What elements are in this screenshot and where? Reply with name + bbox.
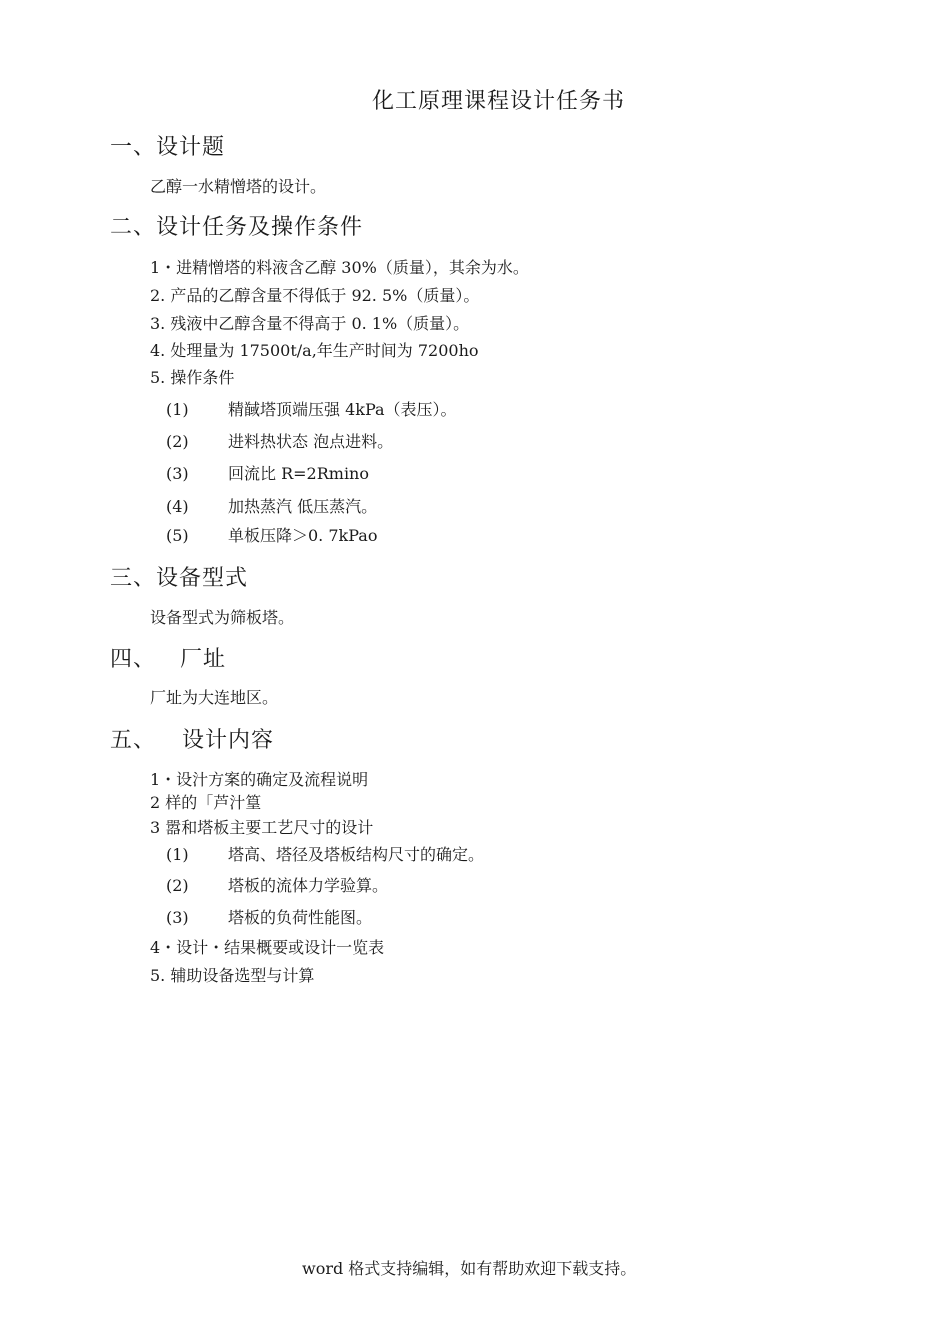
section-4-body: 厂址为大连地区。	[150, 688, 279, 707]
list-item: 4・设计・结果概要或设计一览表	[150, 938, 385, 957]
document-title: 化工原理课程设计任务书	[372, 89, 626, 114]
list-item: 3 嚣和塔板主要工艺尺寸的设计	[150, 818, 374, 837]
condition-number: (4)	[166, 497, 189, 516]
section-2-heading: 二、设计任务及操作条件	[110, 215, 364, 240]
subitem-number: (2)	[166, 876, 189, 895]
condition-text: 进料热状态 泡点进料。	[228, 432, 394, 451]
section-5-heading-number: 五、	[110, 728, 157, 753]
section-1-body: 乙醇一水精憎塔的设计。	[150, 177, 327, 196]
page-footer: word 格式支持编辑，如有帮助欢迎下载支持。	[302, 1259, 637, 1278]
section-5-heading-text: 设计内容	[182, 728, 275, 753]
list-item: 1・设汁方案的确定及流程说明	[150, 770, 369, 789]
condition-row	[166, 523, 377, 546]
condition-row	[166, 397, 457, 420]
subitem-text: 塔高、塔径及塔板结构尺寸的确定。	[228, 845, 485, 864]
list-item: 2. 产品的乙醇含量不得低于 92. 5%（质量）。	[150, 286, 480, 305]
subitem-text: 塔板的负荷性能图。	[228, 908, 373, 927]
list-item: 1・进精憎塔的料液含乙醇 30%（质量），其余为水。	[150, 258, 529, 277]
condition-number: (5)	[166, 526, 189, 545]
list-item: 5. 辅助设备选型与计算	[150, 966, 315, 985]
list-item: 5. 操作条件	[150, 368, 235, 387]
condition-text: 精馘塔顶端压强 4kPa（表压）。	[228, 400, 457, 419]
condition-number: (3)	[166, 464, 189, 483]
section-4-heading-text: 厂址	[180, 647, 227, 672]
subitem-row	[166, 842, 484, 865]
condition-row	[166, 494, 377, 517]
section-1-heading: 一、设计题	[110, 135, 226, 160]
section-3-heading: 三、设备型式	[110, 566, 249, 591]
subitem-number: (3)	[166, 908, 189, 927]
subitem-number: (1)	[166, 845, 189, 864]
section-3-body: 设备型式为筛板塔。	[150, 608, 295, 627]
condition-number: (1)	[166, 400, 189, 419]
condition-row	[166, 429, 393, 452]
list-item: 4. 处理量为 17500t/a,年生产时间为 7200ho	[150, 341, 479, 360]
condition-row	[166, 461, 369, 484]
list-item: 2 样的「芦汁篁	[150, 793, 262, 812]
condition-text: 回流比 R=2Rmino	[228, 464, 369, 483]
condition-text: 加热蒸汽 低压蒸汽。	[228, 497, 378, 516]
subitem-row	[166, 905, 372, 928]
condition-text: 单板压降＞0. 7kPao	[228, 526, 378, 545]
list-item: 3. 残液中乙醇含量不得高于 0. 1%（质量）。	[150, 314, 470, 333]
subitem-row	[166, 873, 388, 896]
subitem-text: 塔板的流体力学验算。	[228, 876, 389, 895]
condition-number: (2)	[166, 432, 189, 451]
section-4-heading-number: 四、	[110, 647, 157, 672]
